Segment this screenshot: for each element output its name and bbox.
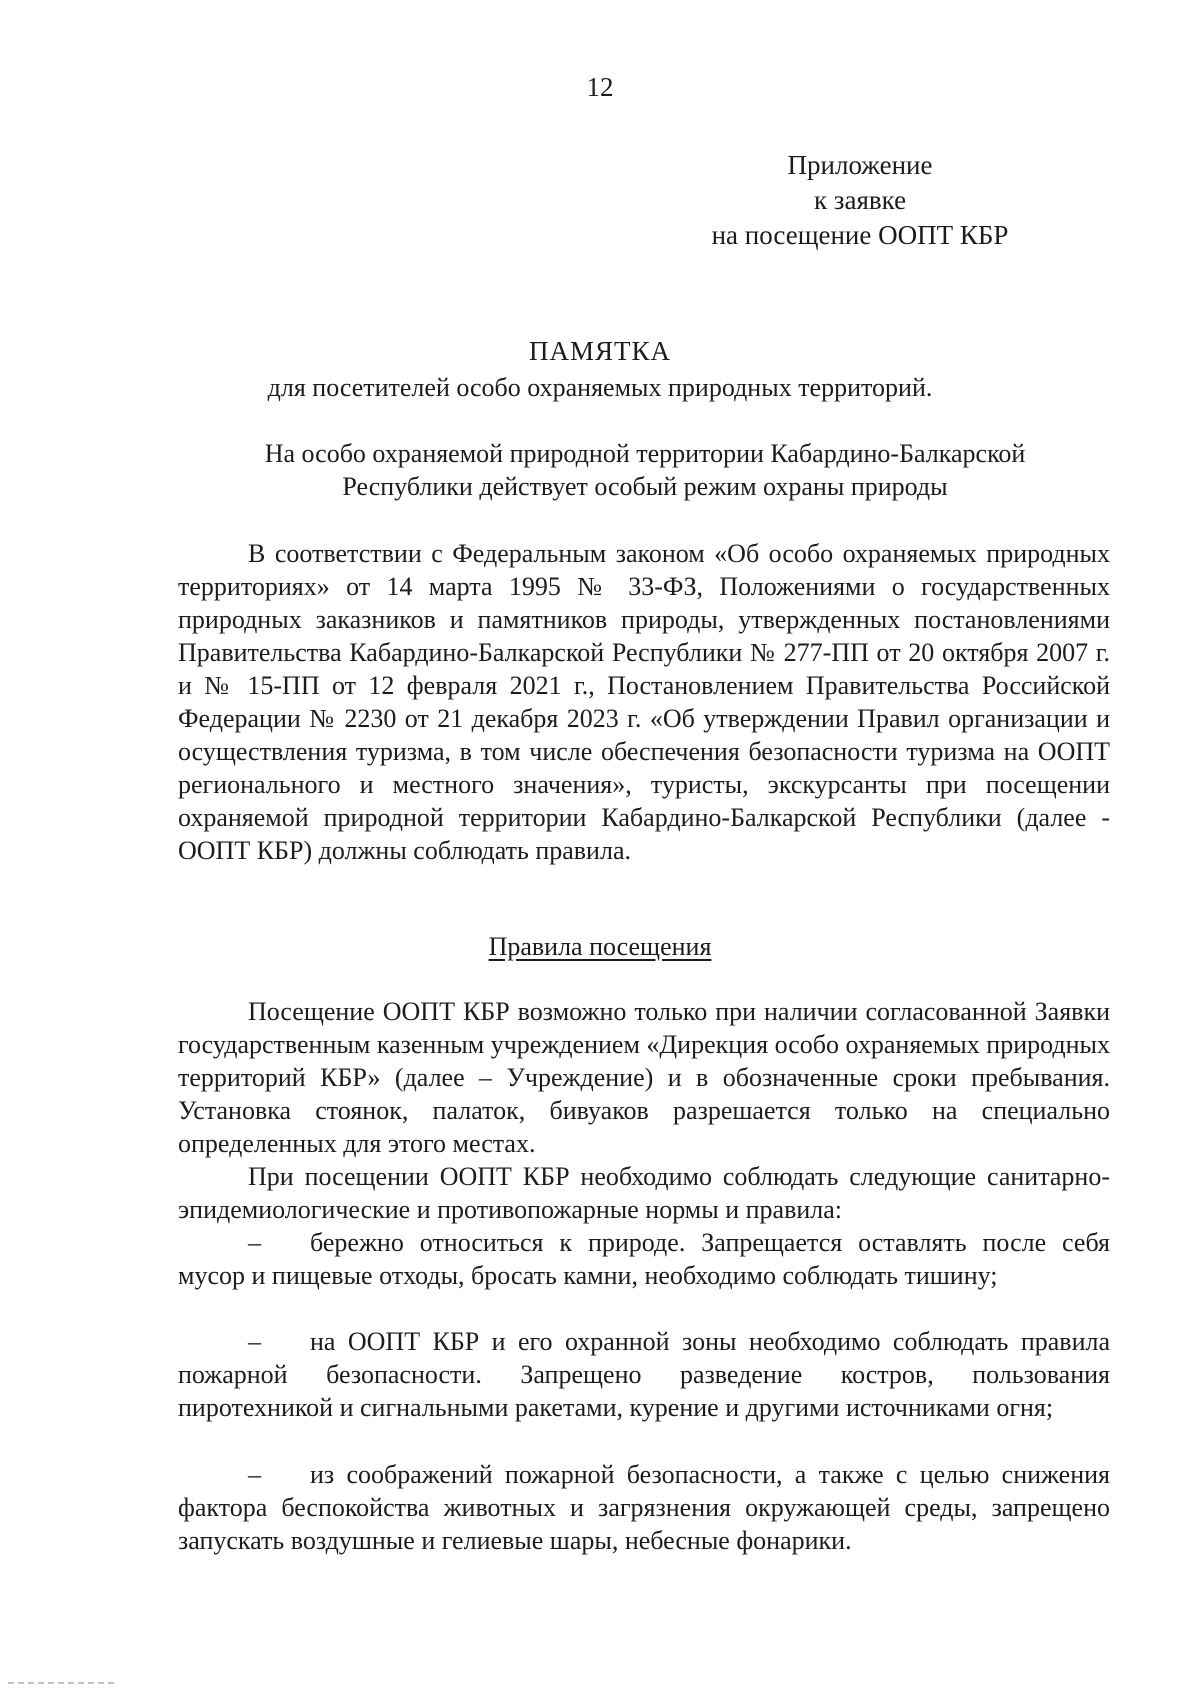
regime-statement	[180, 437, 1110, 503]
rules-paragraph-2: При посещении ООПТ КБР необходимо соблюдать следующие санитарно-эпидемиологические и противопожарные нормы и правила:	[178, 1162, 1110, 1224]
intro-paragraph: В соответствии с Федеральным законом «Об особо охраняемых природных территориях» от 14 марта 1995 № 33-ФЗ, Положениями о государственных природных заказников и памятников природы, утвержденных постановлениями Правительства Кабардино-Балкарской Республики № 277-ПП от 20 октября 2007 г. и № 15-ПП от 12 февраля 2021 г., Постановлением Правительства Российской Федерации № 2230 от 21 декабря 2023 г. «Об утверждении Правил организации и осуществления туризма, в том числе обеспечения безопасности туризма на ООПТ регионального и местного значения», туристы, экскурсанты при посещении охраняемой природной территории Кабардино-Балкарской Республики (далее - ООПТ КБР) должны соблюдать правила.	[178, 539, 1110, 865]
appendix-block	[600, 148, 1120, 253]
memo-subtitle: для посетителей особо охраняемых природных территорий.	[267, 373, 933, 402]
regime-line-2: Республики действует особый режим охраны природы	[342, 472, 948, 501]
rule-item-text: бережно относиться к природе. Запрещается оставлять после себя мусор и пищевые отходы, бросать камни, необходимо соблюдать тишину;	[178, 1228, 1110, 1290]
rule-item-text: на ООПТ КБР и его охранной зоны необходимо соблюдать правила пожарной безопасности. Запрещено разведение костров, пользования пиротехникой и сигнальными ракетами, курение и другими источниками огня;	[178, 1327, 1110, 1422]
appendix-line-1: Приложение	[787, 150, 933, 180]
rule-item	[178, 1325, 1110, 1424]
rules-heading	[0, 932, 1200, 962]
appendix-line-3: на посещение ООПТ КБР	[711, 220, 1009, 250]
dash-bullet: –	[248, 1327, 261, 1356]
rule-item-text: из соображений пожарной безопасности, а также с целью снижения фактора беспокойства животных и загрязнения окружающей среды, запрещено запускать воздушные и гелиевые шары, небесные фонарики.	[178, 1460, 1110, 1555]
dash-bullet: –	[248, 1228, 261, 1257]
rule-item	[178, 1458, 1110, 1557]
appendix-line-2: к заявке	[813, 185, 907, 215]
rules-heading-text: Правила посещения	[488, 932, 712, 961]
memo-title: ПАМЯТКА	[528, 336, 671, 366]
dash-bullet: –	[248, 1460, 261, 1489]
regime-line-1: На особо охраняемой природной территории Кабардино-Балкарской	[264, 439, 1026, 468]
page-number: 12	[586, 72, 614, 102]
scan-artifact	[8, 1682, 118, 1684]
rule-item	[178, 1226, 1110, 1292]
rules-paragraph-1: Посещение ООПТ КБР возможно только при наличии согласованной Заявки государственным казенным учреждением «Дирекция особо охраняемых природных территорий КБР» (далее – Учреждение) и в обозначенные сроки пребывания. Установка стоянок, палаток, бивуаков разрешается только на специально определенных для этого местах.	[178, 997, 1110, 1158]
